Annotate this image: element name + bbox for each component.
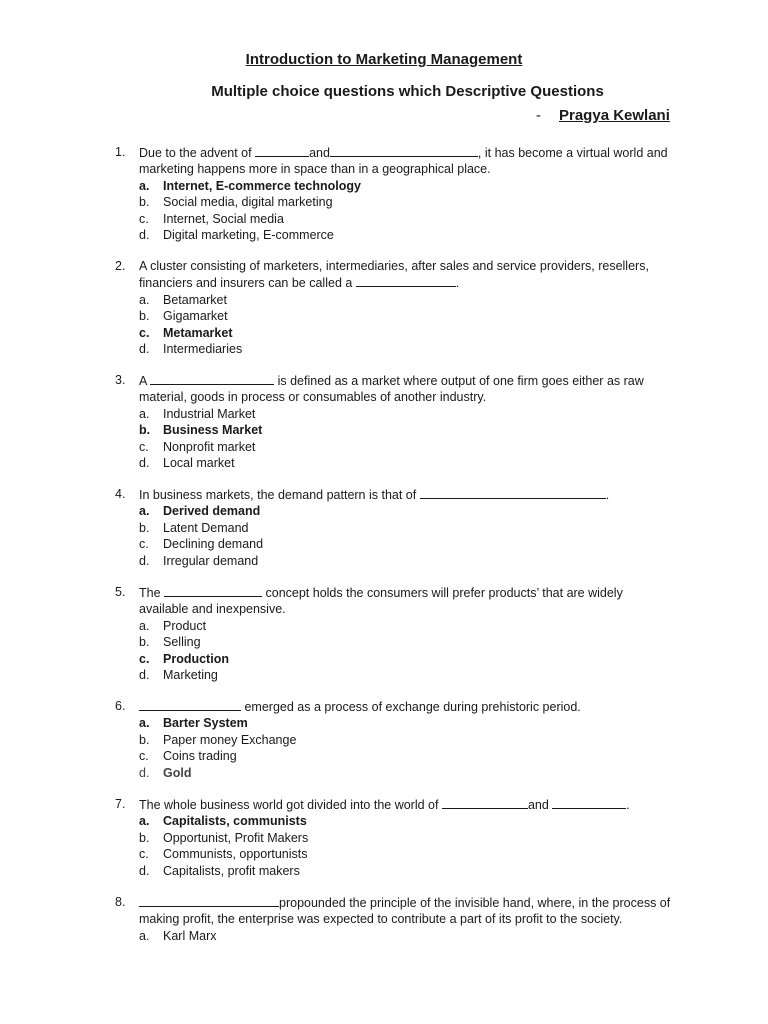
option-item — [139, 748, 675, 764]
question-text-part: A cluster consisting of marketers, intermediaries, after sales and service providers, resellers, financiers and insurers can be called a — [139, 259, 649, 291]
option-item — [139, 308, 675, 324]
option-text: Business Market — [163, 423, 263, 438]
option-text: Local market — [163, 456, 235, 471]
option-letter: b. — [139, 830, 150, 845]
option-letter: b. — [139, 635, 150, 650]
option-letter: b. — [139, 423, 151, 438]
question-text — [139, 894, 675, 928]
option-text: Metamarket — [163, 325, 233, 340]
question — [115, 698, 675, 781]
option-list — [139, 503, 675, 569]
option-letter: a. — [139, 504, 150, 519]
option-item — [139, 715, 675, 731]
option-letter: d. — [139, 765, 150, 780]
answer-blank — [164, 584, 262, 597]
document-subtitle: Multiple choice questions which Descriptive Questions — [211, 83, 604, 100]
option-letter: c. — [139, 211, 149, 226]
option-list — [139, 928, 675, 944]
option-item — [139, 765, 675, 781]
question — [115, 144, 675, 243]
option-letter: a. — [139, 814, 150, 829]
option-list — [139, 715, 675, 781]
question-number: 7. — [115, 797, 126, 811]
option-text: Latent Demand — [163, 520, 249, 535]
question-number: 8. — [115, 895, 126, 909]
option-text: Betamarket — [163, 292, 227, 307]
question-text — [139, 796, 675, 813]
question — [115, 796, 675, 879]
question-text-part: In business markets, the demand pattern is that of — [139, 488, 420, 502]
option-letter: c. — [139, 847, 149, 862]
option-text: Marketing — [163, 668, 218, 683]
option-item — [139, 732, 675, 748]
option-text: Declining demand — [163, 537, 264, 552]
question-text-part: and — [527, 798, 553, 812]
option-item — [139, 520, 675, 536]
option-letter: b. — [139, 195, 150, 210]
question-text-part: Due to the advent of — [139, 146, 256, 160]
option-item — [139, 928, 675, 944]
option-letter: c. — [139, 749, 149, 764]
option-item — [139, 178, 675, 194]
option-item — [139, 439, 675, 455]
question-text-part: . — [626, 798, 630, 812]
question-text — [139, 144, 675, 178]
option-letter: a. — [139, 178, 150, 193]
option-letter: b. — [139, 520, 150, 535]
question-text — [139, 372, 675, 406]
option-text: Irregular demand — [163, 553, 259, 568]
option-item — [139, 846, 675, 862]
question-text — [139, 258, 675, 292]
question-text-part: . — [455, 276, 460, 291]
author-line — [536, 107, 670, 124]
question-number: 4. — [115, 487, 126, 501]
answer-blank — [330, 144, 478, 157]
option-item — [139, 341, 675, 357]
option-item — [139, 227, 675, 243]
question — [115, 584, 675, 683]
question-text-part: concept holds the consumers will prefer products’ that are widely available and inexpensive. — [139, 586, 623, 617]
option-text: Karl Marx — [163, 928, 217, 943]
option-letter: a. — [139, 716, 150, 731]
option-text: Intermediaries — [163, 342, 243, 357]
option-letter: d. — [139, 456, 150, 471]
option-text: Opportunist, Profit Makers — [163, 830, 309, 845]
question-text-part: is defined as a market where output of one firm goes either as raw material, goods in process or consumables of another industry. — [139, 374, 644, 405]
answer-blank — [420, 486, 606, 499]
option-letter: c. — [139, 537, 149, 552]
question-text-part: The — [139, 586, 165, 600]
option-item — [139, 863, 675, 879]
option-item — [139, 406, 675, 422]
option-letter: a. — [139, 292, 150, 307]
option-text: Barter System — [163, 716, 248, 731]
option-text: Capitalists, communists — [163, 814, 307, 829]
option-item — [139, 503, 675, 519]
option-letter: a. — [139, 928, 150, 943]
question-text — [139, 698, 675, 715]
option-text: Selling — [163, 635, 201, 650]
option-letter: a. — [139, 618, 150, 633]
author-name: Pragya Kewlani — [559, 107, 670, 124]
option-text: Social media, digital marketing — [163, 195, 333, 210]
option-text: Production — [163, 651, 229, 666]
option-item — [139, 618, 675, 634]
answer-blank — [356, 274, 456, 287]
question-number: 6. — [115, 699, 126, 713]
option-item — [139, 651, 675, 667]
option-list — [139, 178, 675, 244]
option-item — [139, 553, 675, 569]
option-item — [139, 211, 675, 227]
question-text — [139, 584, 675, 618]
question-text-part: emerged as a process of exchange during prehistoric period. — [241, 700, 581, 714]
option-list — [139, 406, 675, 472]
option-item — [139, 813, 675, 829]
option-letter: c. — [139, 439, 149, 454]
option-item — [139, 536, 675, 552]
answer-blank — [442, 796, 528, 809]
question — [115, 894, 675, 944]
option-item — [139, 325, 675, 341]
option-text: Digital marketing, E-commerce — [163, 228, 334, 243]
option-letter: a. — [139, 406, 150, 421]
answer-blank — [552, 796, 626, 809]
question-text-part: and — [309, 146, 330, 160]
question — [115, 258, 675, 357]
option-letter: d. — [139, 668, 150, 683]
option-item — [139, 194, 675, 210]
question-text — [139, 486, 675, 503]
option-letter: d. — [139, 228, 150, 243]
option-text: Internet, E-commerce technology — [163, 178, 361, 193]
option-text: Paper money Exchange — [163, 732, 297, 747]
option-text: Gigamarket — [163, 309, 228, 324]
option-list — [139, 618, 675, 684]
answer-blank — [150, 372, 274, 385]
option-item — [139, 667, 675, 683]
question — [115, 372, 675, 471]
answer-blank — [255, 144, 309, 157]
option-text: Product — [163, 618, 207, 633]
option-item — [139, 422, 675, 438]
option-letter: b. — [139, 732, 150, 747]
option-text: Coins trading — [163, 749, 237, 764]
question-text-part: The whole business world got divided into the world of — [139, 798, 442, 812]
option-item — [139, 292, 675, 308]
option-item — [139, 634, 675, 650]
question-number: 3. — [115, 373, 126, 387]
option-text: Capitalists, profit makers — [163, 863, 300, 878]
option-text: Gold — [163, 765, 192, 780]
question-text-part: A — [139, 374, 151, 388]
question-number: 2. — [115, 259, 126, 273]
question-number: 5. — [115, 585, 126, 599]
option-item — [139, 830, 675, 846]
option-letter: d. — [139, 553, 150, 568]
option-text: Industrial Market — [163, 406, 256, 421]
answer-blank — [139, 698, 241, 711]
answer-blank — [139, 894, 279, 907]
question — [115, 486, 675, 569]
question-text-part: . — [605, 488, 610, 502]
option-letter: d. — [139, 863, 150, 878]
option-item — [139, 455, 675, 471]
option-list — [139, 292, 675, 358]
option-text: Nonprofit market — [163, 439, 256, 454]
option-text: Derived demand — [163, 504, 261, 519]
question-number: 1. — [115, 145, 126, 159]
option-letter: d. — [139, 342, 150, 357]
question-text-part: propounded the principle of the invisible hand, where, in the process of making profit, the enterprise was expected to contribute a part of its profit to the society. — [139, 896, 671, 927]
option-text: Communists, opportunists — [163, 847, 308, 862]
author-dash: - — [536, 107, 541, 124]
question-text-part: , it has become a virtual world and marketing happens more in space than in a geographical place. — [139, 146, 668, 177]
option-letter: c. — [139, 325, 150, 340]
option-list — [139, 813, 675, 879]
document-title: Introduction to Marketing Management — [245, 51, 523, 68]
option-letter: b. — [139, 309, 150, 324]
option-text: Internet, Social media — [163, 211, 284, 226]
option-letter: c. — [139, 651, 150, 666]
